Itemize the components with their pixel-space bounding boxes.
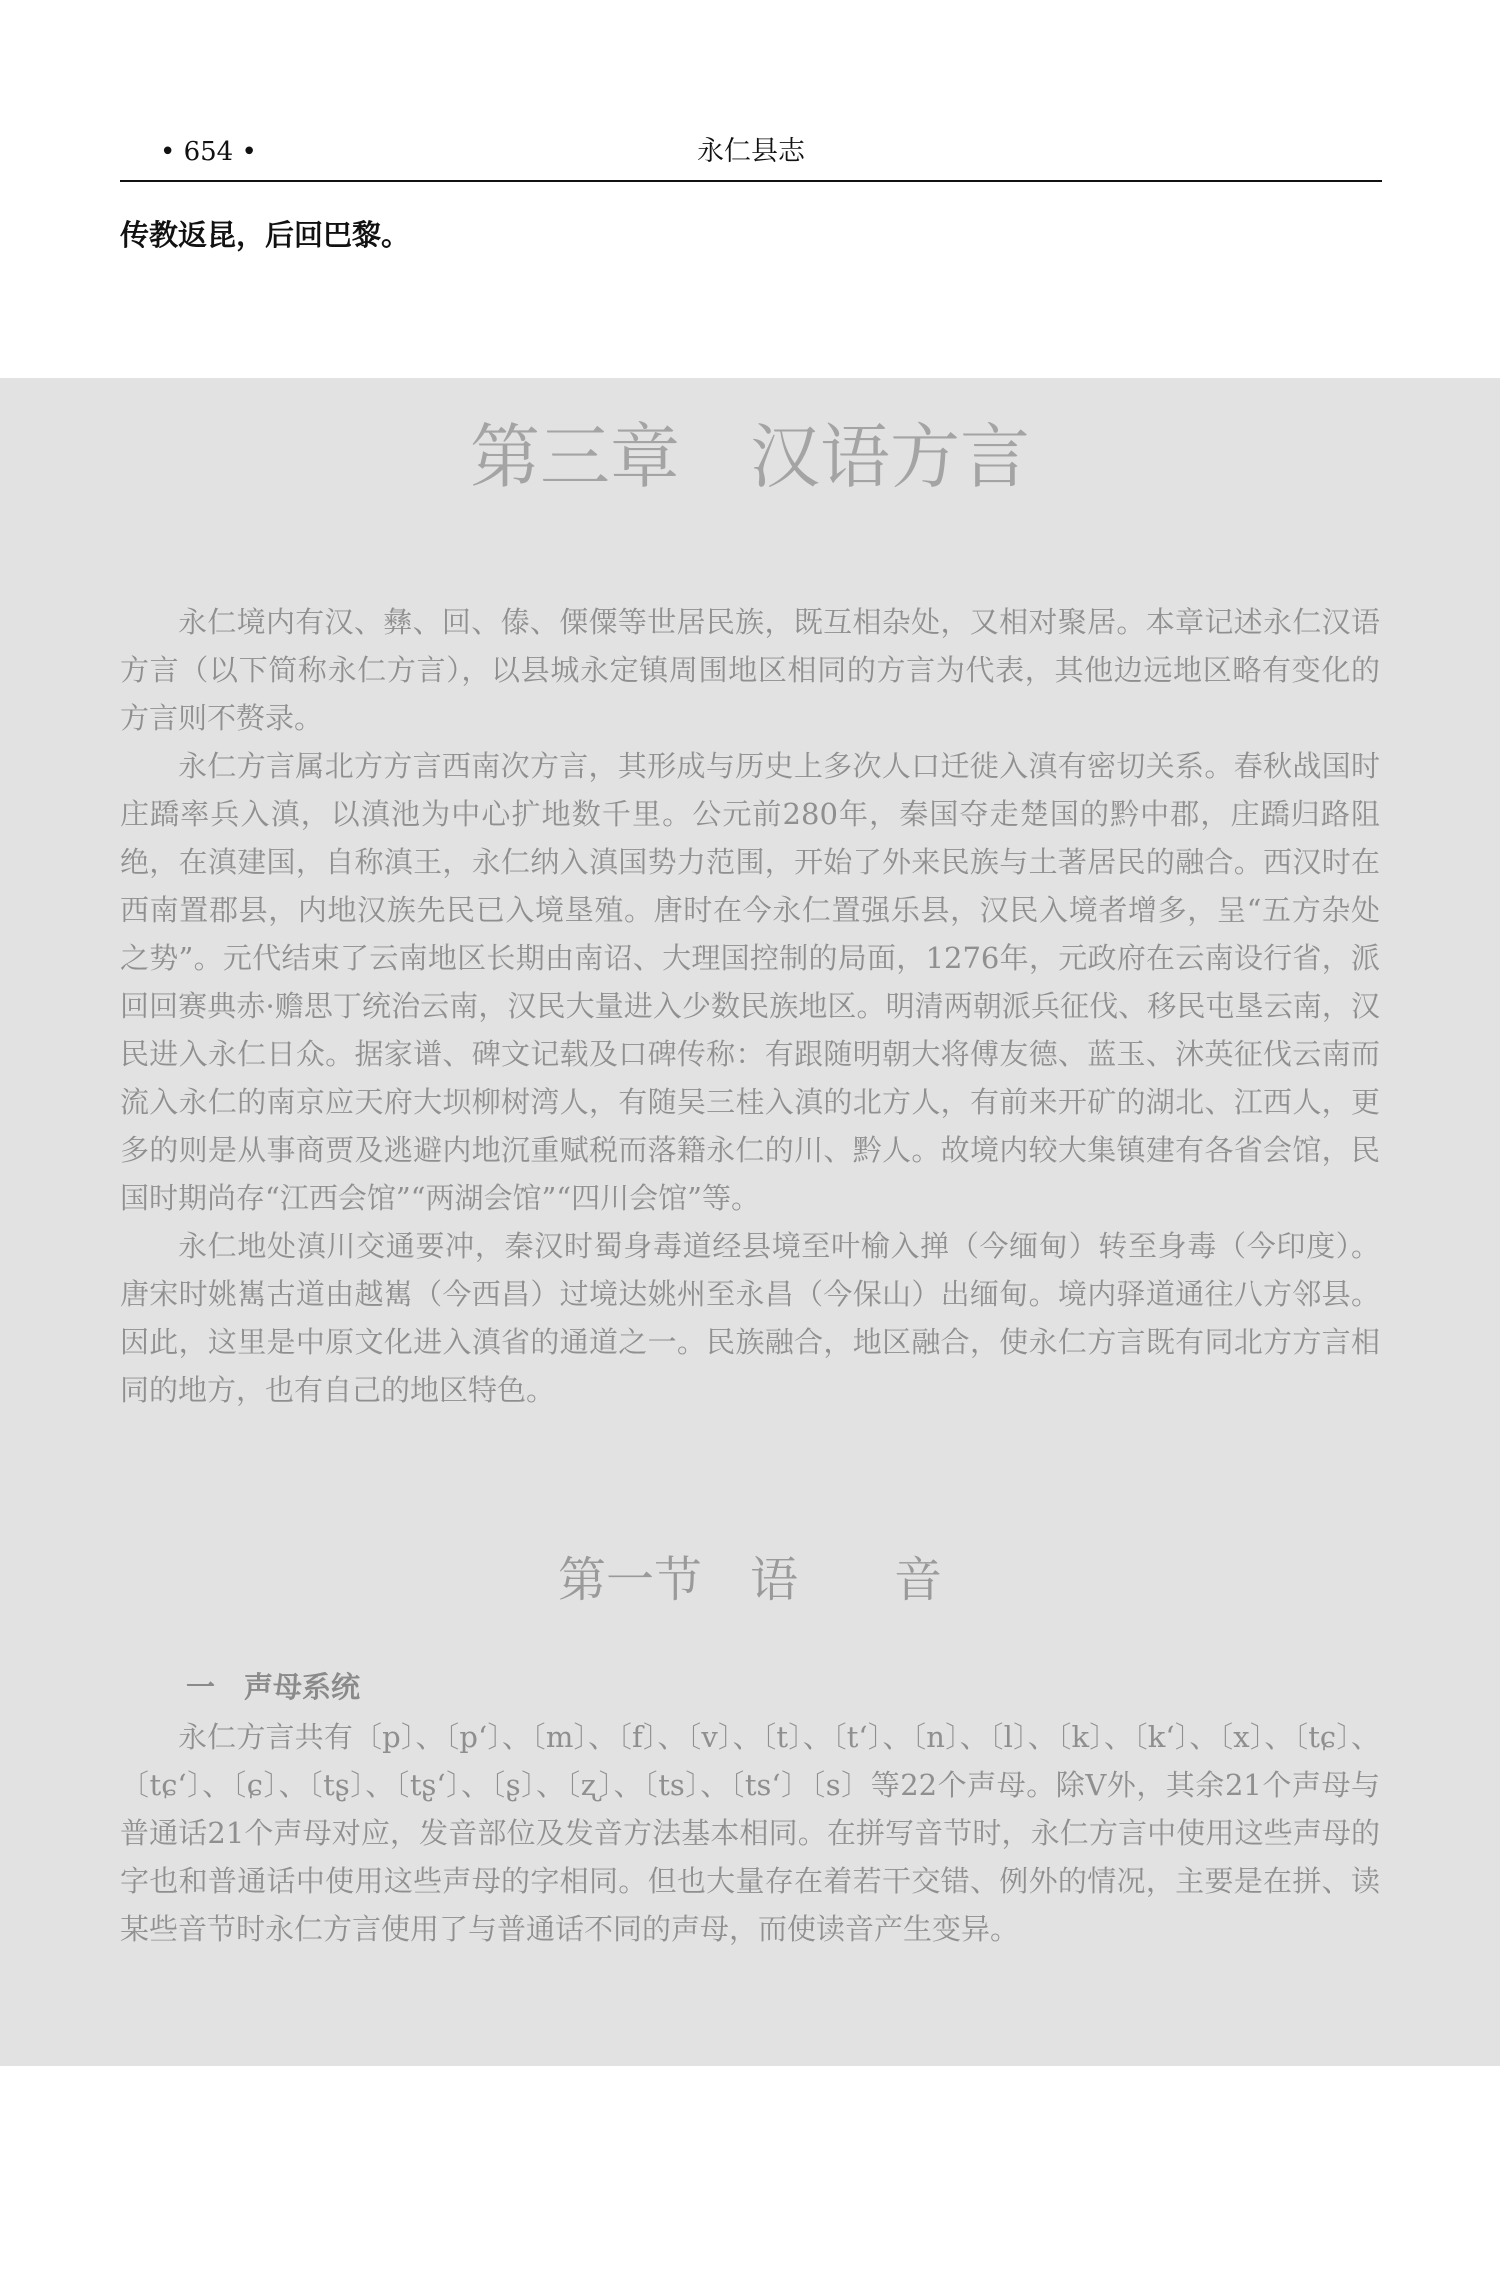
paragraph: 永仁境内有汉、彝、回、傣、傈僳等世居民族，既互相杂处，又相对聚居。本章记述永仁汉语方言（以下简称永仁方言），以县城永定镇周围地区相同的方言为代表，其他边远地区略有变化的方言则不赘录。 <box>120 605 1380 735</box>
subsection-title: 一 声母系统 <box>186 1670 361 1704</box>
carry-over-text: 传教返昆，后回巴黎。 <box>120 218 411 252</box>
chapter-title: 第三章 汉语方言 <box>470 416 1030 498</box>
chapter-body <box>120 598 1380 1414</box>
section-title: 第一节 语 音 <box>557 1552 942 1608</box>
paragraph: 永仁方言属北方方言西南次方言，其形成与历史上多次人口迁徙入滇有密切关系。春秋战国时庄蹻率兵入滇，以滇池为中心扩地数千里。公元前280年，秦国夺走楚国的黔中郡，庄蹻归路阻绝，在滇建国，自称滇王，永仁纳入滇国势力范围，开始了外来民族与土著居民的融合。西汉时在西南置郡县，内地汉族先民已入境垦殖。唐时在今永仁置强乐县，汉民入境者增多，呈“五方杂处之势”。元代结束了云南地区长期由南诏、大理国控制的局面，1276年，元政府在云南设行省，派回回赛典赤·赡思丁统治云南，汉民大量进入少数民族地区。明清两朝派兵征伐、移民屯垦云南，汉民进入永仁日众。据家谱、碑文记载及口碑传称：有跟随明朝大将傅友德、蓝玉、沐英征伐云南而流入永仁的南京应天府大坝柳树湾人，有随吴三桂入滇的北方人，有前来开矿的湖北、江西人，更多的则是从事商贾及逃避内地沉重赋税而落籍永仁的川、黔人。故境内较大集镇建有各省会馆，民国时期尚存“江西会馆”“两湖会馆”“四川会馆”等。 <box>120 749 1380 1215</box>
paragraph: 永仁地处滇川交通要冲，秦汉时蜀身毒道经县境至叶榆入掸（今缅甸）转至身毒（今印度）。唐宋时姚嶲古道由越嶲（今西昌）过境达姚州至永昌（今保山）出缅甸。境内驿道通往八方邻县。因此，这里是中原文化进入滇省的通道之一。民族融合，地区融合，使永仁方言既有同北方方言相同的地方，也有自己的地区特色。 <box>120 1229 1380 1407</box>
paragraph: 永仁方言共有〔p〕、〔pʻ〕、〔m〕、〔f〕、〔v〕、〔t〕、〔tʻ〕、〔n〕、〔l〕、〔k〕、〔kʻ〕、〔x〕、〔tɕ〕、〔tɕʻ〕、〔ɕ〕、〔tʂ〕、〔tʂʻ〕、〔ʂ〕、〔ʐ〕、〔ts〕、〔tsʻ〕〔s〕等22个声母。除V外，其余21个声母与普通话21个声母对应，发音部位及发音方法基本相同。在拼写音节时，永仁方言中使用这些声母的字也和普通话中使用这些声母的字相同。但也大量存在着若干交错、例外的情况，主要是在拼、读某些音节时永仁方言使用了与普通话不同的声母，而使读音产生变异。 <box>120 1720 1380 1946</box>
page-number: • 654 • <box>160 137 257 167</box>
running-title: 永仁县志 <box>697 136 805 167</box>
header-rule <box>120 180 1382 182</box>
section-body <box>120 1713 1380 1953</box>
page-header <box>120 130 1382 174</box>
